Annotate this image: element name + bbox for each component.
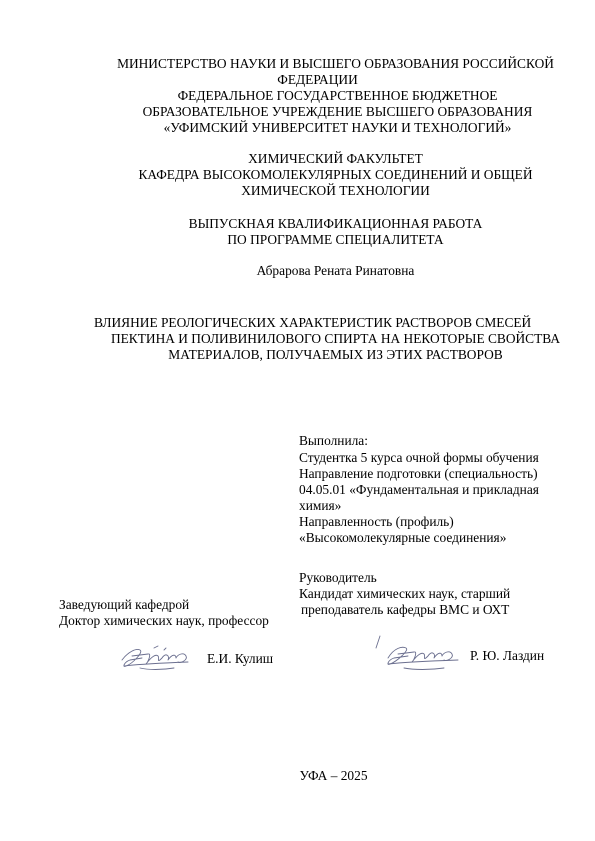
work-type-line-2: ПО ПРОГРАММЕ СПЕЦИАЛИТЕТА bbox=[227, 232, 444, 247]
city-year: УФА – 2025 bbox=[299, 768, 368, 783]
performer-label: Выполнила: bbox=[299, 433, 368, 448]
author-name: Абрарова Рената Ринатовна bbox=[256, 263, 415, 278]
performer-line-2: Направление подготовки (специальность) bbox=[299, 466, 538, 481]
work-type-line-1: ВЫПУСКНАЯ КВАЛИФИКАЦИОННАЯ РАБОТА bbox=[188, 216, 483, 231]
ministry-line-3: ФЕДЕРАЛЬНОЕ ГОСУДАРСТВЕННОЕ БЮДЖЕТНОЕ bbox=[177, 88, 498, 103]
ministry-line-1: МИНИСТЕРСТВО НАУКИ И ВЫСШЕГО ОБРАЗОВАНИЯ РОССИЙСКОЙ bbox=[117, 56, 554, 71]
performer-line-5: Направленность (профиль) bbox=[299, 514, 454, 529]
faculty-line-2: КАФЕДРА ВЫСОКОМОЛЕКУЛЯРНЫХ СОЕДИНЕНИЙ И ОБЩЕЙ bbox=[138, 167, 533, 182]
supervisor-name: Р. Ю. Лаздин bbox=[470, 648, 545, 663]
supervisor-label: Руководитель bbox=[299, 570, 377, 585]
head-label: Заведующий кафедрой bbox=[59, 597, 190, 612]
head-degree: Доктор химических наук, профессор bbox=[59, 613, 269, 628]
supervisor-line-1: Кандидат химических наук, старший bbox=[299, 586, 511, 601]
thesis-title-line-3: МАТЕРИАЛОВ, ПОЛУЧАЕМЫХ ИЗ ЭТИХ РАСТВОРОВ bbox=[168, 347, 503, 362]
head-signature-image bbox=[118, 638, 196, 672]
performer-line-3: 04.05.01 «Фундаментальная и прикладная bbox=[299, 482, 539, 497]
head-name: Е.И. Кулиш bbox=[207, 651, 274, 666]
performer-line-4: химия» bbox=[299, 498, 342, 513]
faculty-line-1: ХИМИЧЕСКИЙ ФАКУЛЬТЕТ bbox=[248, 151, 423, 166]
performer-line-1: Студентка 5 курса очной формы обучения bbox=[299, 450, 539, 465]
ministry-line-4: ОБРАЗОВАТЕЛЬНОЕ УЧРЕЖДЕНИЕ ВЫСШЕГО ОБРАЗОВАНИЯ bbox=[142, 104, 533, 119]
performer-line-6: «Высокомолекулярные соединения» bbox=[299, 530, 507, 545]
supervisor-signature-image bbox=[374, 632, 466, 672]
supervisor-line-2: преподаватель кафедры ВМС и ОХТ bbox=[301, 602, 510, 617]
thesis-title-line-1: ВЛИЯНИЕ РЕОЛОГИЧЕСКИХ ХАРАКТЕРИСТИК РАСТВОРОВ СМЕСЕЙ bbox=[94, 315, 532, 330]
ministry-line-5: «УФИМСКИЙ УНИВЕРСИТЕТ НАУКИ И ТЕХНОЛОГИЙ» bbox=[163, 120, 512, 135]
faculty-line-3: ХИМИЧЕСКОЙ ТЕХНОЛОГИИ bbox=[241, 183, 430, 198]
thesis-title-line-2: ПЕКТИНА И ПОЛИВИНИЛОВОГО СПИРТА НА НЕКОТОРЫЕ СВОЙСТВА bbox=[110, 331, 561, 346]
ministry-line-2: ФЕДЕРАЦИИ bbox=[277, 72, 358, 87]
